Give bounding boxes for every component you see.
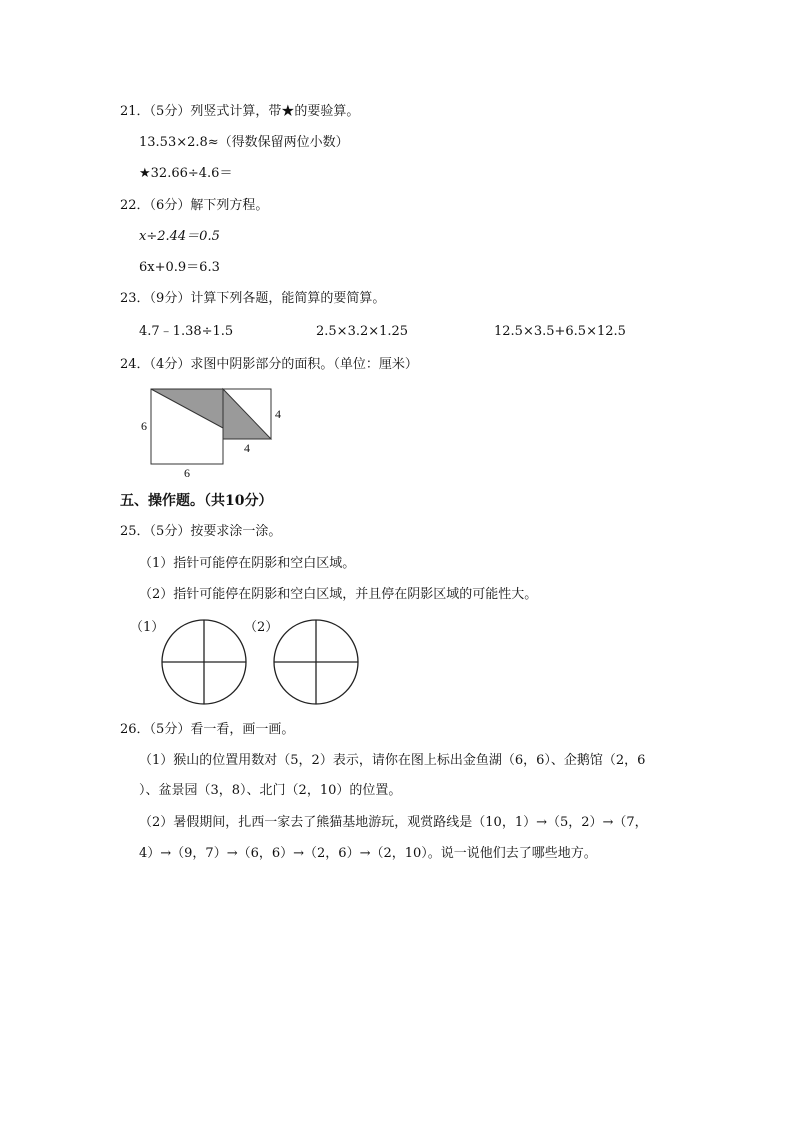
q24-shaded-figure <box>136 384 286 480</box>
spinner-circle-1[interactable] <box>160 618 248 706</box>
q26-item-2-line-2: 4）→（9，7）→（6，6）→（2，6）→（2，10）。说一说他们去了哪些地方。 <box>139 846 597 861</box>
q26-item-1-line-1: （1）猴山的位置用数对（5，2）表示，请你在图上标出金鱼湖（6，6）、企鹅馆（2，6 <box>139 753 646 768</box>
q21-line2: ★32.66÷4.6＝ <box>139 166 233 181</box>
label-left: 6 <box>141 419 147 433</box>
label-right: 4 <box>275 407 281 421</box>
q21-line1: 13.53×2.8≈（得数保留两位小数） <box>139 135 349 150</box>
q24-title: 24．（4分）求图中阴影部分的面积。（单位：厘米） <box>120 357 418 372</box>
label-bottom: 6 <box>184 466 190 480</box>
q25-item-2: （2）指针可能停在阴影和空白区域，并且停在阴影区域的可能性大。 <box>139 587 538 602</box>
q26-item-2-line-1: （2）暑假期间，扎西一家去了熊猫基地游玩，观赏路线是（10，1）→（5，2）→（7， <box>139 815 648 830</box>
q23-expression-3: 12.5×3.5+6.5×12.5 <box>494 324 626 339</box>
q26-title: 26．（5分）看一看，画一画。 <box>120 722 295 737</box>
section-5-heading: 五、操作题。（共10分） <box>120 493 273 509</box>
q22-title: 22．（6分）解下列方程。 <box>120 198 269 213</box>
q21-title: 21．（5分）列竖式计算，带★的要验算。 <box>120 104 360 119</box>
q22-equation-2: 6x+0.9＝6.3 <box>139 260 220 275</box>
circle-2-label: （2） <box>244 620 279 635</box>
spinner-circle-2[interactable] <box>272 618 360 706</box>
label-mid: 4 <box>244 441 250 455</box>
q23-expression-2: 2.5×3.2×1.25 <box>316 324 409 339</box>
circle-1-label: （1） <box>130 620 165 635</box>
q22-equation-1: x÷2.44＝0.5 <box>139 229 220 244</box>
q23-title: 23．（9分）计算下列各题，能简算的要简算。 <box>120 291 386 306</box>
q25-title: 25．（5分）按要求涂一涂。 <box>120 524 282 539</box>
q25-item-1: （1）指针可能停在阴影和空白区域。 <box>139 556 356 571</box>
q23-expression-1: 4.7﹣1.38÷1.5 <box>139 324 234 339</box>
q26-item-1-line-2: ）、盆景园（3，8）、北门（2，10）的位置。 <box>139 783 402 798</box>
